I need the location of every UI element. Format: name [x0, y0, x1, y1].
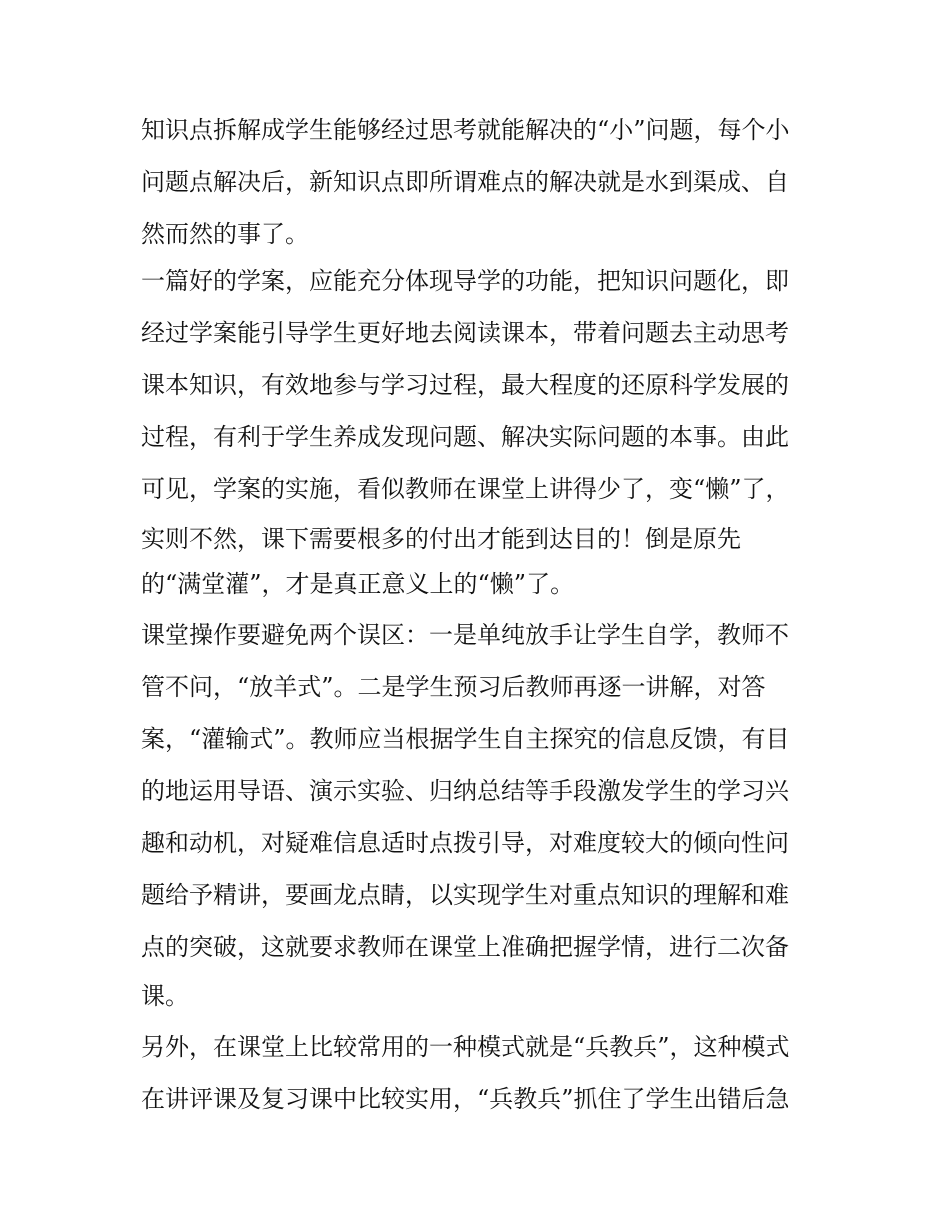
text-line: 题给予精讲，要画龙点睛，以实现学生对重点知识的理解和难 [141, 881, 789, 909]
text-line: 管不问，“放羊式”。二是学生预习后教师再逐一讲解，对答 [141, 673, 766, 701]
text-line: 点的突破，这就要求教师在课堂上准确把握学情，进行二次备 [141, 933, 789, 961]
text-line: 在讲评课及复习课中比较实用，“兵教兵”抓住了学生出错后急 [141, 1085, 790, 1113]
text-line: 案，“灌输式”。教师应当根据学生自主探究的信息反馈，有目 [141, 725, 790, 753]
text-line: 另外，在课堂上比较常用的一种模式就是“兵教兵”，这种模式 [141, 1033, 790, 1061]
text-line: 的地运用导语、演示实验、归纳总结等手段激发学生的学习兴 [141, 777, 789, 805]
text-line: 课本知识，有效地参与学习过程，最大程度的还原科学发展的 [141, 371, 789, 399]
text-line: 的“满堂灌”，才是真正意义上的“懒”了。 [141, 570, 575, 598]
text-line: 知识点拆解成学生能够经过思考就能解决的“小”问题，每个小 [141, 116, 790, 144]
text-line: 经过学案能引导学生更好地去阅读课本，带着问题去主动思考 [141, 319, 789, 347]
text-line: 问题点解决后，新知识点即所谓难点的解决就是水到渠成、自 [141, 168, 789, 196]
text-line: 课。 [141, 982, 189, 1010]
text-line: 过程，有利于学生养成发现问题、解决实际问题的本事。由此 [141, 423, 789, 451]
text-line: 实则不然，课下需要根多的付出才能到达目的！倒是原先 [141, 525, 741, 553]
text-line: 趣和动机，对疑难信息适时点拨引导，对难度较大的倾向性问 [141, 829, 789, 857]
text-line: 然而然的事了。 [141, 220, 309, 248]
text-line: 一篇好的学案，应能充分体现导学的功能，把知识问题化，即 [141, 267, 789, 295]
text-line: 课堂操作要避免两个误区：一是单纯放手让学生自学，教师不 [141, 621, 789, 649]
text-line: 可见，学案的实施，看似教师在课堂上讲得少了，变“懒”了， [141, 475, 790, 503]
